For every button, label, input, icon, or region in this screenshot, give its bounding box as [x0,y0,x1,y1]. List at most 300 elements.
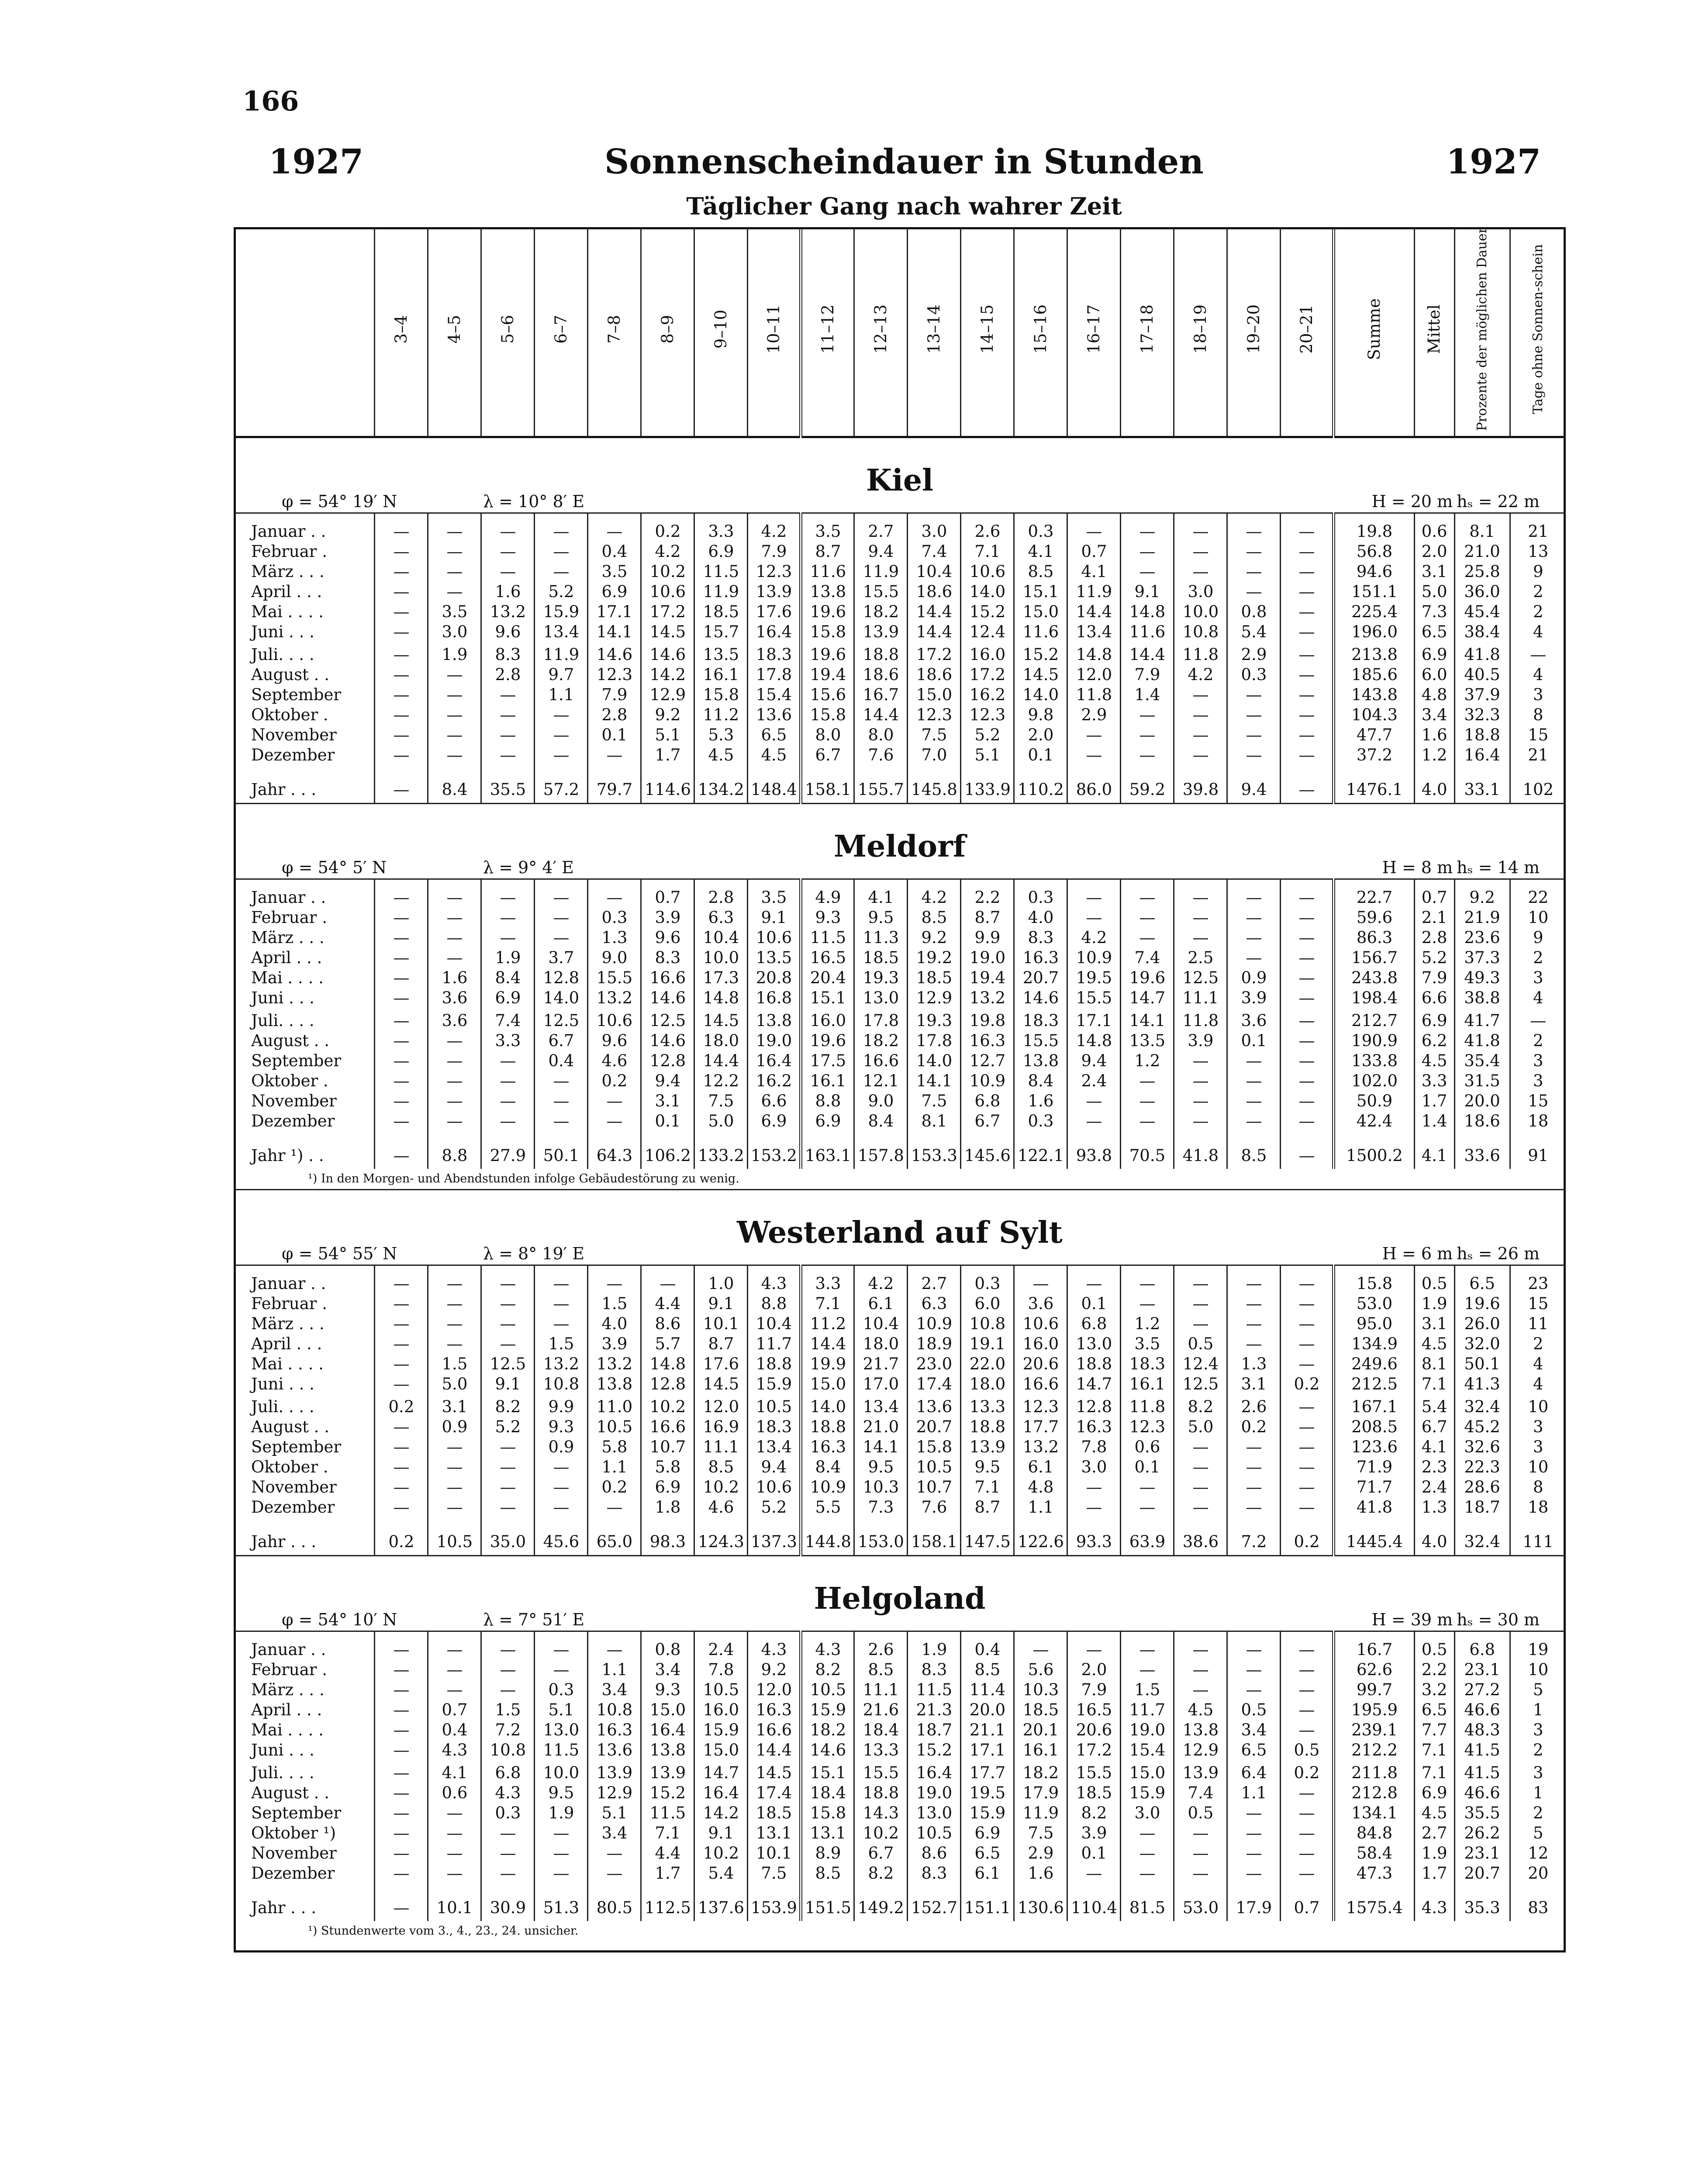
table-cell: 1 [1510,1700,1566,1720]
table-cell: 7.1 [641,1823,694,1843]
table-cell: 14.0 [801,1394,854,1417]
table-cell: — [1281,602,1334,622]
table-cell: 16.1 [694,665,748,685]
table-cell: — [1227,1660,1281,1680]
table-cell: 133.9 [961,777,1014,804]
table-cell: — [481,1071,535,1091]
table-row [234,1803,1566,1823]
table-cell: — [375,1457,428,1477]
table-cell: — [1281,1863,1334,1883]
spacer-cell [375,1631,428,1640]
table-cell: 5.8 [641,1457,694,1477]
table-cell: 30.9 [481,1895,535,1921]
spacer-cell [801,1131,854,1143]
table-cell: — [1281,1031,1334,1051]
header-hour-label: 7–8 [604,314,624,344]
spacer-cell [1174,765,1227,777]
spacer-cell [1281,1883,1334,1895]
spacer-cell [1454,1517,1510,1529]
spacer-cell [1121,1517,1174,1529]
table-cell: 11.9 [535,642,588,665]
table-cell: 9.5 [854,1457,908,1477]
table-cell: 6.7 [854,1843,908,1863]
table-cell: — [481,1294,535,1314]
table-cell: — [1227,1640,1281,1660]
table-cell: 13.0 [908,1803,961,1823]
table-cell: 21.0 [1454,542,1510,562]
page-title: Sonnenscheindauer in Stunden [604,142,1204,182]
table-cell: 23.1 [1454,1660,1510,1680]
spacer-cell [481,1517,535,1529]
table-cell: 18.2 [854,1031,908,1051]
table-cell: — [375,582,428,602]
table-cell: 37.2 [1334,745,1414,765]
table-cell: — [428,745,481,765]
table-cell: — [428,1843,481,1863]
table-cell: — [428,1294,481,1314]
spacer-cell [854,1631,908,1640]
table-cell: 2.3 [1414,1457,1454,1477]
table-cell: — [1227,1111,1281,1131]
table-cell: 147.5 [961,1529,1014,1556]
table-cell: 47.7 [1334,725,1414,745]
spacer-cell [908,1131,961,1143]
table-cell: 102 [1510,777,1566,804]
table-cell: 2.4 [1414,1477,1454,1497]
table-cell: 12.5 [481,1354,535,1374]
footnote: ¹) Stundenwerte vom 3., 4., 23., 24. unsicher. [308,1924,579,1938]
month-label: Mai . . . . [251,1354,324,1373]
table-cell: 14.8 [641,1354,694,1374]
table-cell: 63.9 [1121,1529,1174,1556]
year-right: 1927 [1446,142,1541,182]
table-cell: 14.6 [801,1740,854,1760]
table-cell: 134.1 [1334,1803,1414,1823]
table-cell: — [1281,1680,1334,1700]
table-cell: 10 [1510,908,1566,928]
spacer-cell [1174,1131,1227,1143]
table-cell: 9.6 [481,622,535,642]
table-cell: 14.2 [641,665,694,685]
table-cell: — [375,908,428,928]
header-hour-label: 5–6 [498,314,517,344]
table-cell: 8.3 [641,948,694,968]
table-cell: 16.9 [694,1417,748,1437]
table-cell: — [535,1457,588,1477]
latitude: φ = 54° 10′ N [282,1610,397,1629]
header-hour [1121,227,1174,437]
table-cell: — [1227,1274,1281,1294]
table-cell: 21 [1510,522,1566,542]
table-cell: 6.9 [588,582,641,602]
table-cell: 9.4 [748,1457,801,1477]
table-cell: 9.7 [535,665,588,685]
table-cell: — [428,725,481,745]
table-row [234,1477,1566,1497]
table-cell: — [1174,1823,1227,1843]
table-cell: 8 [1510,1477,1566,1497]
table-cell: — [1227,1437,1281,1457]
table-cell: 20.1 [1014,1720,1067,1740]
table-cell: 6.8 [1067,1314,1121,1334]
table-cell: 5 [1510,1680,1566,1700]
table-cell: 8.8 [801,1091,854,1111]
table-cell: 1.1 [1014,1497,1067,1517]
table-cell: 10.5 [908,1823,961,1843]
table-cell: 9.5 [535,1783,588,1803]
table-cell: 3.1 [1414,562,1454,582]
table-cell: — [481,542,535,562]
header-hour [1014,227,1067,437]
table-cell: — [1227,1314,1281,1334]
table-cell: — [1067,745,1121,765]
spacer-cell [1067,1131,1121,1143]
table-cell: 13.0 [854,988,908,1008]
table-cell: 4.5 [1414,1334,1454,1354]
table-cell: 7.4 [908,542,961,562]
spacer-cell [535,1265,588,1274]
table-cell: 1.4 [1414,1111,1454,1131]
table-cell: 6.1 [854,1294,908,1314]
table-cell: 17.1 [1067,1008,1121,1031]
table-cell: — [1281,1457,1334,1477]
table-cell: 13.0 [535,1720,588,1740]
table-cell: — [1281,522,1334,542]
table-cell: — [375,562,428,582]
spacer-cell [1121,1631,1174,1640]
spacer-cell [1227,1631,1281,1640]
table-cell: 5.4 [1227,622,1281,642]
table-cell: — [428,1111,481,1131]
table-cell: 35.3 [1454,1895,1510,1921]
table-cell: 3.4 [1414,705,1454,725]
table-cell: 17.2 [641,602,694,622]
sensor-height: hₛ = 14 m [1457,857,1540,877]
sensor-height: hₛ = 26 m [1457,1244,1540,1263]
spacer-cell [1510,1631,1566,1640]
table-cell: — [428,685,481,705]
table-cell: 195.9 [1334,1700,1414,1720]
table-cell: 9.2 [908,928,961,948]
table-cell: 9.1 [481,1374,535,1394]
table-cell: 8.5 [854,1660,908,1680]
table-cell: 0.4 [588,542,641,562]
sensor-height: hₛ = 22 m [1457,491,1540,511]
table-cell: 3.6 [1014,1294,1067,1314]
table-cell: 15.9 [801,1700,854,1720]
spacer-row [234,1131,1566,1143]
table-cell: — [1174,1437,1227,1457]
table-cell: 18.9 [908,1334,961,1354]
header-hour-label: 19–20 [1244,304,1263,354]
month-label: August . . [251,665,329,684]
table-cell: — [1281,1111,1334,1131]
table-cell: — [1174,1640,1227,1660]
table-cell: 9 [1510,928,1566,948]
spacer-cell [1014,879,1067,888]
table-cell: — [428,582,481,602]
table-cell: — [535,908,588,928]
month-label: Juli. . . . [251,1397,314,1416]
table-cell: 4.5 [1414,1803,1454,1823]
table-cell: 12 [1510,1843,1566,1863]
table-cell: — [1227,745,1281,765]
table-cell: 8.7 [961,908,1014,928]
table-cell: — [1121,1497,1174,1517]
table-cell: 151.1 [1334,582,1414,602]
month-label: Oktober . [251,1457,328,1476]
table-cell: 15.8 [908,1437,961,1457]
table-cell: 6.5 [961,1843,1014,1863]
table-cell: 185.6 [1334,665,1414,685]
table-cell: 93.3 [1067,1529,1121,1556]
table-cell: 19.1 [961,1334,1014,1354]
table-cell: — [375,1680,428,1700]
table-cell: 157.8 [854,1143,908,1169]
table-cell: 0.4 [535,1051,588,1071]
table-row [234,1760,1566,1783]
table-cell: — [481,1091,535,1111]
table-cell: 19.6 [1121,968,1174,988]
table-cell: — [1281,1783,1334,1803]
table-cell: 17.2 [961,665,1014,685]
table-cell: 13.9 [748,582,801,602]
header-hour [854,227,908,437]
table-cell: — [481,1314,535,1334]
table-row [234,1374,1566,1394]
table-cell: — [1121,1477,1174,1497]
table-cell: — [1174,1071,1227,1091]
table-cell: 18.7 [908,1720,961,1740]
table-cell: 19.2 [908,948,961,968]
table-cell: — [375,968,428,988]
table-cell: — [481,1640,535,1660]
table-cell: 4.2 [854,1274,908,1294]
table-cell: 6.5 [1414,622,1454,642]
station-height: H = 20 m [1371,491,1453,511]
table-cell: 8.4 [854,1111,908,1131]
table-cell: 3.7 [535,948,588,968]
table-cell: 9.2 [1454,888,1510,908]
table-cell: 12.3 [588,665,641,685]
table-cell: 14.6 [641,988,694,1008]
table-cell: 13.6 [588,1740,641,1760]
table-cell: 16.6 [748,1720,801,1740]
table-row [234,622,1566,642]
header-hour-label: 4–5 [445,314,464,344]
table-cell: — [1281,1274,1334,1294]
table-cell: 5.6 [1014,1660,1067,1680]
table-cell: — [481,1823,535,1843]
table-cell: 15.0 [694,1740,748,1760]
table-cell: 8.0 [854,725,908,745]
header-hour-label: 16–17 [1084,304,1103,354]
spacer-cell [1121,1883,1174,1895]
table-cell: — [481,908,535,928]
table-cell: 18.8 [854,1783,908,1803]
table-cell: 145.6 [961,1143,1014,1169]
table-cell: 6.7 [801,745,854,765]
spacer-cell [1414,879,1454,888]
header-hour [375,227,428,437]
spacer-cell [801,513,854,522]
table-cell: — [375,522,428,542]
table-cell: 12.8 [641,1374,694,1394]
table-header-row [234,227,1566,437]
table-row [234,1740,1566,1760]
station-name: Meldorf [234,803,1566,857]
table-cell: — [375,1374,428,1394]
table-cell: — [375,1803,428,1823]
spacer-row [234,1265,1566,1274]
table-cell: 9.8 [1014,705,1067,725]
table-cell: 38.8 [1454,988,1510,1008]
table-cell: — [481,1863,535,1883]
page-subtitle: Täglicher Gang nach wahrer Zeit [686,192,1122,220]
month-label: November [251,1477,337,1496]
table-cell: 0.3 [588,908,641,928]
table-cell: — [1281,1700,1334,1720]
table-cell: 10.2 [641,1394,694,1417]
table-cell: — [535,1477,588,1497]
spacer-cell [1227,513,1281,522]
table-cell: — [1281,1008,1334,1031]
table-cell: 2.0 [1414,542,1454,562]
table-cell: 18.3 [748,1417,801,1437]
table-cell: 18.3 [1121,1354,1174,1374]
table-cell: 17.9 [1227,1895,1281,1921]
month-label: Mai . . . . [251,968,324,987]
table-cell: — [1174,928,1227,948]
table-cell: 6.8 [481,1760,535,1783]
table-row [234,1008,1566,1031]
spacer-cell [1414,1265,1454,1274]
table-cell: 13.8 [748,1008,801,1031]
table-cell: — [1174,725,1227,745]
month-label: Dezember [251,1497,335,1517]
table-cell: 122.1 [1014,1143,1067,1169]
table-cell: 19.4 [801,665,854,685]
spacer-cell [535,513,588,522]
spacer-cell [908,1517,961,1529]
table-cell: 50.9 [1334,1091,1414,1111]
table-cell: 7.5 [908,725,961,745]
table-cell: 32.4 [1454,1394,1510,1417]
table-row [234,1895,1566,1921]
table-cell: 17.8 [908,1031,961,1051]
table-cell: 42.4 [1334,1111,1414,1131]
spacer-cell [961,1631,1014,1640]
table-cell: — [1067,888,1121,908]
table-cell: 16.6 [641,1417,694,1437]
table-cell: — [1227,948,1281,968]
table-cell: 19.5 [961,1783,1014,1803]
header-hour-label: 13–14 [924,304,943,354]
table-cell: 23.6 [1454,928,1510,948]
table-cell: 3.4 [588,1680,641,1700]
table-cell: 18.2 [801,1720,854,1740]
table-cell: 1 [1510,1783,1566,1803]
spacer-cell [481,1131,535,1143]
table-cell: — [1121,1111,1174,1131]
table-cell: — [428,562,481,582]
table-cell: 15.0 [1121,1760,1174,1783]
table-cell: — [1174,1497,1227,1517]
table-cell: 15.4 [748,685,801,705]
table-cell: 2 [1510,1803,1566,1823]
table-cell: — [1510,642,1566,665]
spacer-cell [641,879,694,888]
table-cell: 9.5 [854,908,908,928]
table-cell: — [588,1863,641,1883]
table-cell: 1.3 [1414,1497,1454,1517]
table-cell: 28.6 [1454,1477,1510,1497]
table-cell: 51.3 [535,1895,588,1921]
month-label: März . . . [251,1680,325,1699]
table-cell: 2.7 [1414,1823,1454,1843]
spacer-cell [801,1265,854,1274]
table-cell: — [1067,1091,1121,1111]
table-cell: 212.2 [1334,1740,1414,1760]
spacer-cell [961,1265,1014,1274]
table-cell: 62.6 [1334,1660,1414,1680]
table-cell: 225.4 [1334,602,1414,622]
table-cell: 9.6 [641,928,694,948]
table-cell: 0.5 [1414,1640,1454,1660]
table-cell: 16.0 [801,1008,854,1031]
table-cell: — [1174,1843,1227,1863]
spacer-cell [748,1265,801,1274]
table-cell: 12.7 [961,1051,1014,1071]
spacer-cell [641,1265,694,1274]
table-cell: — [375,1008,428,1031]
table-cell: — [375,705,428,725]
table-cell: 19.8 [1334,522,1414,542]
table-cell: 16.6 [1014,1374,1067,1394]
table-cell: 16.1 [801,1071,854,1091]
table-cell: 12.8 [641,1051,694,1071]
table-cell: — [1227,542,1281,562]
spacer-cell [588,513,641,522]
table-cell: 98.3 [641,1529,694,1556]
table-cell: 104.3 [1334,705,1414,725]
table-cell: 18.5 [748,1803,801,1823]
month-label: April . . . [251,1700,322,1719]
table-cell: — [481,1437,535,1457]
table-row [234,1437,1566,1457]
sunshine-table [234,227,1566,1941]
table-cell: 239.1 [1334,1720,1414,1740]
table-cell: 6.9 [694,542,748,562]
table-cell: — [481,1274,535,1294]
table-cell: 11.6 [1121,622,1174,642]
table-cell: — [535,1863,588,1883]
spacer-cell [1454,879,1510,888]
table-cell: 6.5 [748,725,801,745]
table-cell: 15 [1510,1091,1566,1111]
table-cell: 7.9 [748,542,801,562]
table-cell: — [1281,705,1334,725]
table-cell: 2.6 [961,522,1014,542]
table-cell: 10 [1510,1457,1566,1477]
table-cell: 14.0 [1014,685,1067,705]
header-hour [428,227,481,437]
table-cell: 13.1 [801,1823,854,1843]
table-cell: — [375,1895,428,1921]
table-cell: 137.6 [694,1895,748,1921]
table-cell: — [375,642,428,665]
table-cell: — [1227,522,1281,542]
